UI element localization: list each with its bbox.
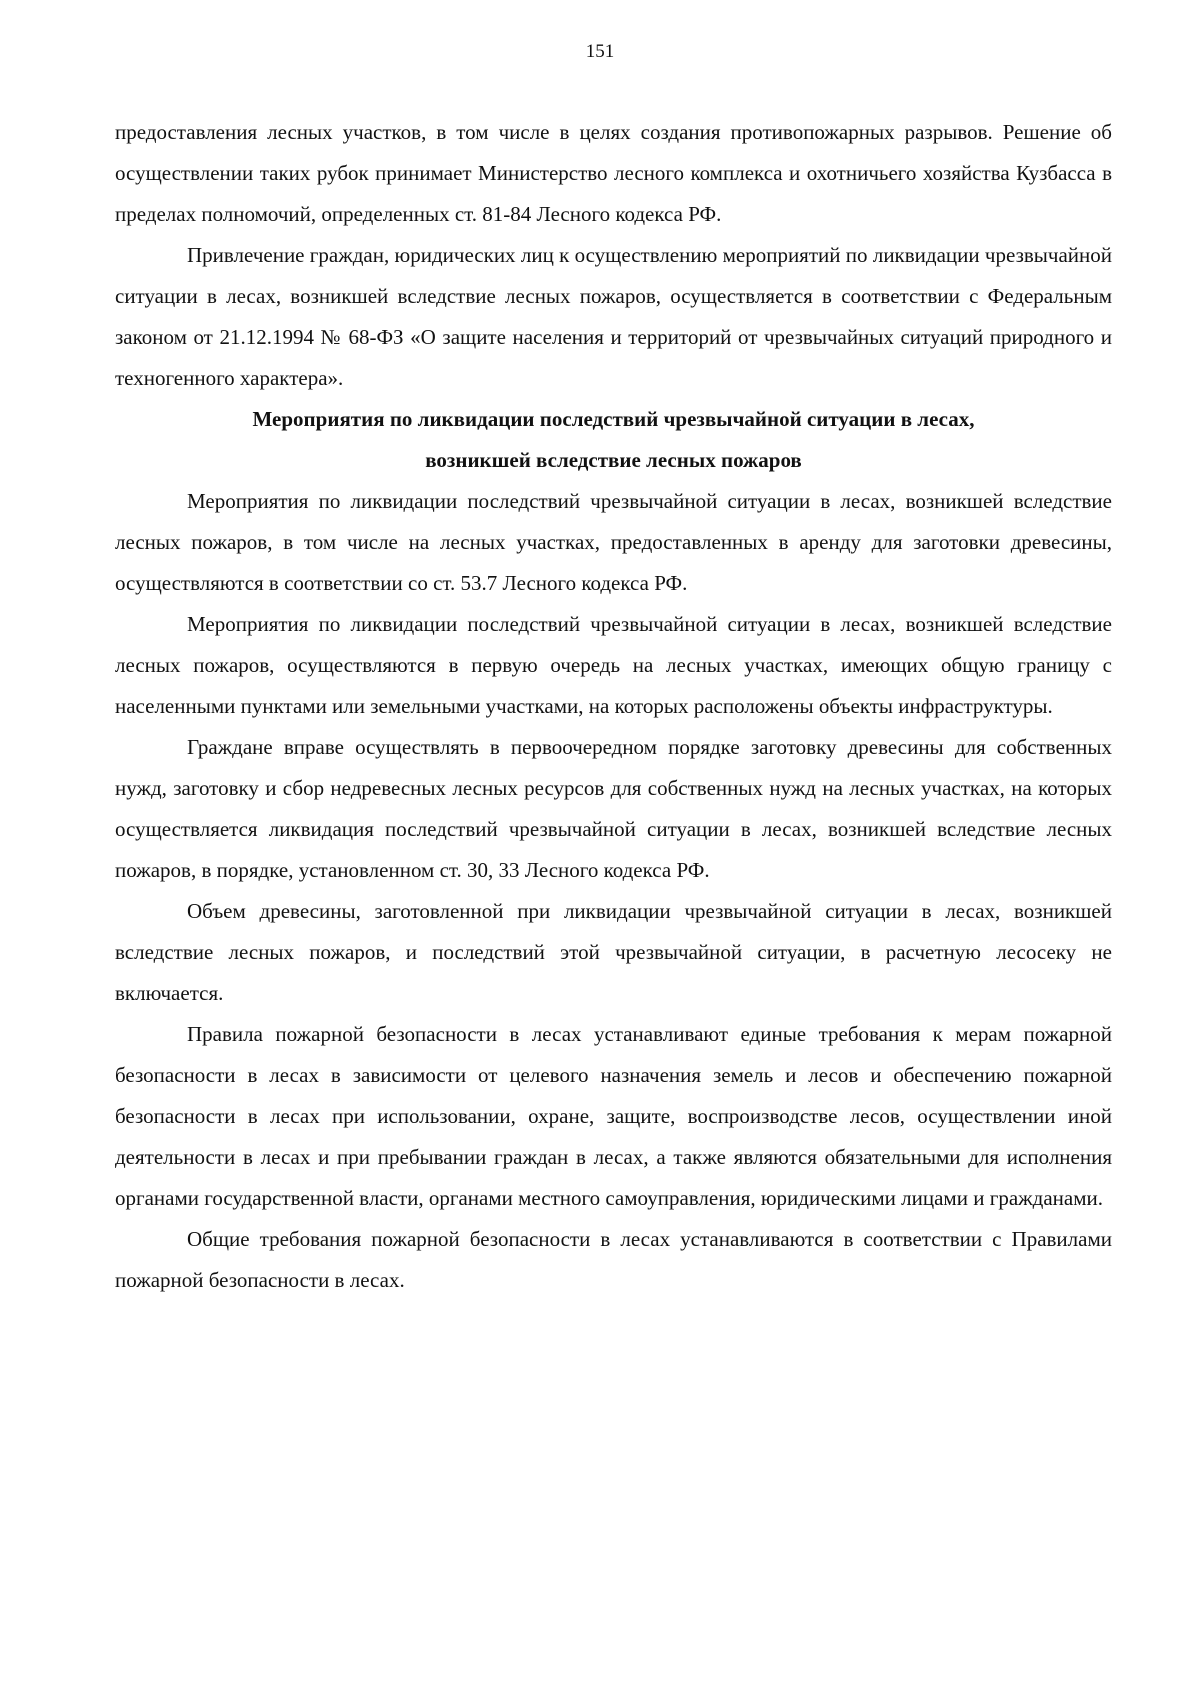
paragraph-citizens-involvement: Привлечение граждан, юридических лиц к осуществлению мероприятий по ликвидации чрезвычайной ситуации в лесах, возникшей вследствие лесных пожаров, осуществляется в соответствии с Федеральным законом от 21.12.1994 № 68-ФЗ «О защите населения и территорий от чрезвычайных ситуаций природного и техногенного характера». [115, 243, 1112, 390]
page-number: 151 [585, 41, 615, 62]
paragraph-general-requirements: Общие требования пожарной безопасности в лесах устанавливаются в соответствии с Правилами пожарной безопасности в лесах. [115, 1227, 1112, 1292]
paragraph-citizens-rights: Граждане вправе осуществлять в первоочередном порядке заготовку древесины для собственных нужд, заготовку и сбор недревесных лесных ресурсов для собственных нужд на лесных участках, на которых осуществляется ликвидация последствий чрезвычайной ситуации в лесах, возникшей вследствие лесных пожаров, в порядке, установленном ст. 30, 33 Лесного кодекса РФ. [115, 735, 1112, 882]
document-body [115, 112, 1112, 1301]
section-heading [115, 399, 1112, 481]
paragraph-liquidation-measures: Мероприятия по ликвидации последствий чрезвычайной ситуации в лесах, возникшей вследствие лесных пожаров, в том числе на лесных участках, предоставленных в аренду для заготовки древесины, осуществляются в соответствии со ст. 53.7 Лесного кодекса РФ. [115, 489, 1112, 595]
section-heading-line-2: возникшей вследствие лесных пожаров [425, 448, 802, 472]
paragraph-fire-safety-rules: Правила пожарной безопасности в лесах устанавливают единые требования к мерам пожарной безопасности в лесах в зависимости от целевого назначения земель и лесов и обеспечению пожарной безопасности в лесах при использовании, охране, защите, воспроизводстве лесов, осуществлении иной деятельности в лесах и при пребывании граждан в лесах, а также являются обязательными для исполнения органами государственной власти, органами местного самоуправления, юридическими лицами и гражданами. [115, 1022, 1112, 1210]
paragraph-wood-volume: Объем древесины, заготовленной при ликвидации чрезвычайной ситуации в лесах, возникшей вследствие лесных пожаров, и последствий этой чрезвычайной ситуации, в расчетную лесосеку не включается. [115, 899, 1112, 1005]
paragraph-priority-areas: Мероприятия по ликвидации последствий чрезвычайной ситуации в лесах, возникшей вследствие лесных пожаров, осуществляются в первую очередь на лесных участках, имеющих общую границу с населенными пунктами или земельными участками, на которых расположены объекты инфраструктуры. [115, 612, 1112, 718]
section-heading-line-1: Мероприятия по ликвидации последствий чрезвычайной ситуации в лесах, [252, 407, 975, 431]
paragraph-continuation: предоставления лесных участков, в том числе в целях создания противопожарных разрывов. Решение об осуществлении таких рубок принимает Министерство лесного комплекса и охотничьего хозяйства Кузбасса в пределах полномочий, определенных ст. 81-84 Лесного кодекса РФ. [115, 120, 1112, 226]
